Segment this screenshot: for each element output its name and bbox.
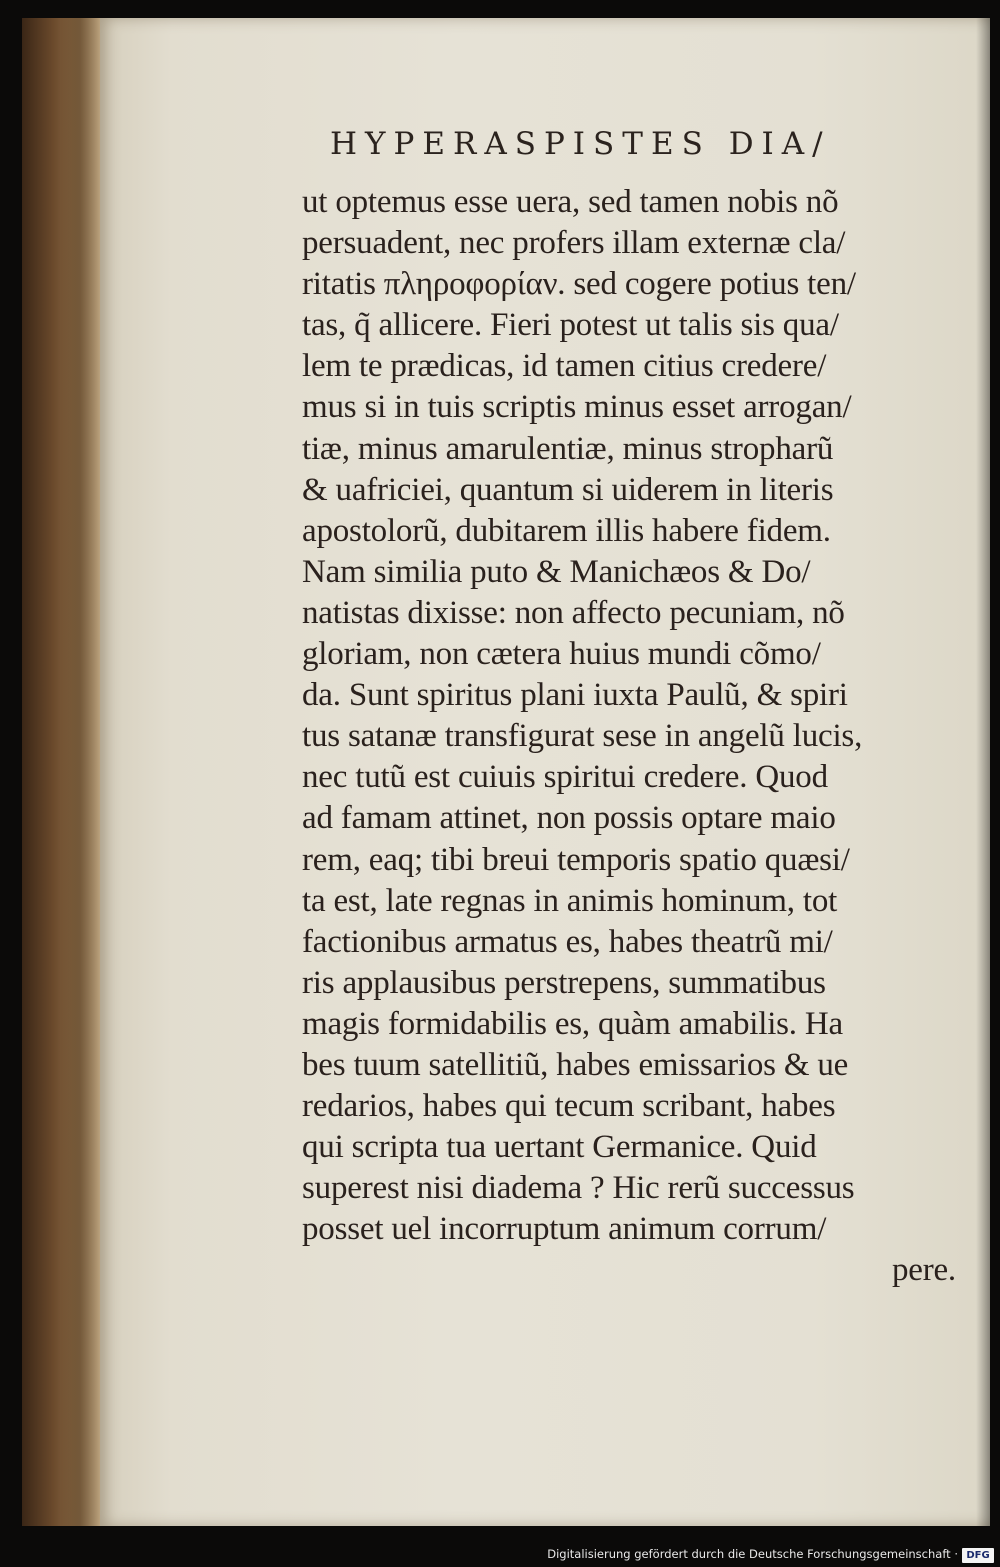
text-line: bes tuum satellitiũ, habes emissarios & ue bbox=[302, 1046, 849, 1083]
dfg-logo: DFG bbox=[962, 1548, 994, 1563]
text-line: factionibus armatus es, habes theatrũ mi/ bbox=[302, 923, 833, 960]
running-head: HYPERASPISTES DIA/ bbox=[330, 126, 831, 162]
footer-bar bbox=[0, 1545, 1000, 1567]
text-line: ut optemus esse uera, sed tamen nobis nõ bbox=[302, 184, 839, 220]
text-line: da. Sunt spiritus plani iuxta Paulũ, & spiri bbox=[302, 677, 848, 714]
text-line: rem, eaq; tibi breui temporis spatio quæsi/ bbox=[302, 841, 850, 878]
text-line: persuadent, nec profers illam externæ cla/ bbox=[302, 225, 846, 262]
text-line: magis formidabilis es, quàm amabilis. Ha bbox=[302, 1005, 843, 1042]
text-line: gloriam, non cætera huius mundi cõmo/ bbox=[302, 636, 821, 673]
funding-notice: Digitalisierung gefördert durch die Deutsche Forschungsgemeinschaft · bbox=[547, 1547, 958, 1561]
text-line: Nam similia puto & Manichæos & Do/ bbox=[302, 553, 811, 590]
text-line: tus satanæ transfigurat sese in angelũ lucis, bbox=[302, 718, 863, 755]
text-line: & uafriciei, quantum si uiderem in literis bbox=[302, 471, 834, 508]
text-line: ta est, late regnas in animis hominum, tot bbox=[302, 882, 838, 919]
text-line: redarios, habes qui tecum scribant, habes bbox=[302, 1088, 836, 1125]
text-line: nec tutũ est cuiuis spiritui credere. Quod bbox=[302, 759, 828, 796]
text-block bbox=[302, 182, 966, 1292]
text-line: apostolorũ, dubitarem illis habere fidem. bbox=[302, 512, 831, 549]
text-line: tas, q̃ allicere. Fieri potest ut talis sis qua/ bbox=[302, 307, 839, 344]
text-line: natistas dixisse: non affecto pecuniam, nõ bbox=[302, 594, 845, 631]
text-line: ris applausibus perstrepens, summatibus bbox=[302, 964, 826, 1001]
text-line: superest nisi diadema ? Hic rerũ successus bbox=[302, 1170, 855, 1207]
catchword: pere. bbox=[891, 1252, 956, 1289]
text-line: qui scripta tua uertant Germanice. Quid bbox=[302, 1129, 817, 1166]
spine-shadow bbox=[60, 18, 100, 1526]
text-line: posset uel incorruptum animum corrum/ bbox=[302, 1211, 827, 1248]
text-line: lem te prædicas, id tamen citius credere/ bbox=[302, 348, 827, 385]
text-line: ad famam attinet, non possis optare maio bbox=[302, 800, 836, 837]
text-line: ritatis πληροφορίαν. sed cogere potius ten/ bbox=[302, 266, 856, 303]
text-line: mus si in tuis scriptis minus esset arrogan/ bbox=[302, 389, 852, 426]
text-line: tiæ, minus amarulentiæ, minus stropharũ bbox=[302, 430, 834, 467]
